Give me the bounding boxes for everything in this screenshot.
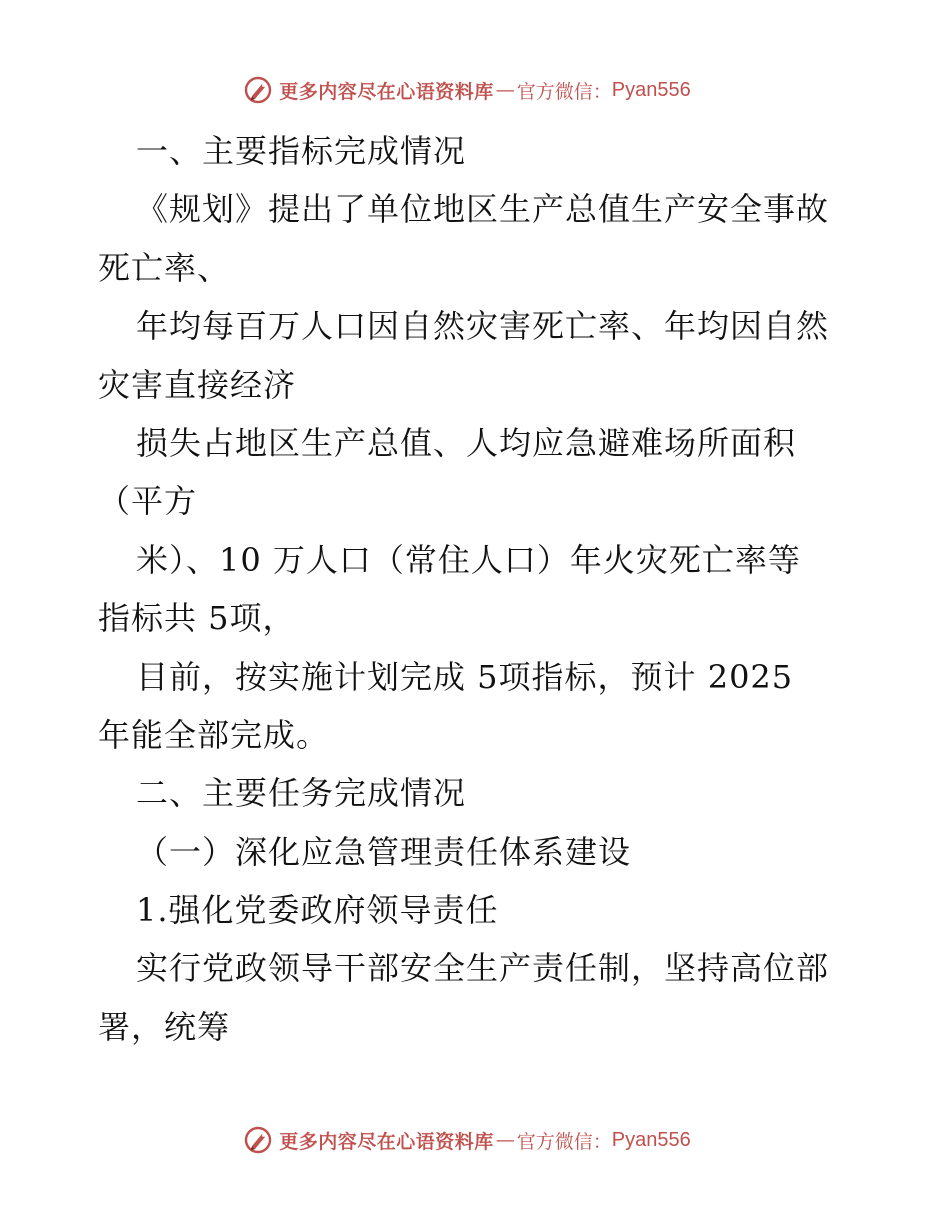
text-line: （平方 [98, 482, 198, 521]
text-line: 损失占地区生产总值、人均应急避难场所面积 [136, 423, 797, 462]
text-line: 年能全部完成。 [98, 715, 330, 754]
watermark-text: 更多内容尽在心语资料库 [279, 80, 494, 103]
text-line: 《规划》提出了单位地区生产总值生产安全事故 [136, 190, 830, 229]
text-line: 一、主要指标完成情况 [136, 132, 467, 170]
text-line: 二、主要任务完成情况 [136, 774, 467, 813]
pen-logo-icon [243, 75, 273, 105]
footer-watermark [0, 1122, 950, 1158]
text-line: 实行党政领导干部安全生产责任制，坚持高位部 [136, 949, 830, 988]
text-line: 米）、10 万人口（常住人口）年火灾死亡率等 [136, 540, 801, 579]
text-line: 灾害直接经济 [98, 365, 297, 404]
text-line: 署，统筹 [98, 1007, 231, 1046]
text-line: 死亡率、 [98, 248, 231, 287]
watermark-label: 官方微信： [516, 80, 612, 103]
text-line: 指标共 5项， [98, 599, 296, 638]
text-line: 目前，按实施计划完成 5项指标，预计 2025 [136, 657, 794, 696]
watermark-id: Pyan556 [611, 78, 691, 101]
watermark-dash: — [495, 79, 515, 101]
header-watermark [0, 72, 950, 108]
pen-logo-icon [243, 1125, 273, 1155]
text-line: 年均每百万人口因自然灾害死亡率、年均因自然 [136, 307, 830, 346]
watermark-text: 更多内容尽在心语资料库 [279, 1130, 494, 1153]
text-line: 1.强化党委政府领导责任 [136, 891, 499, 930]
text-line: （一）深化应急管理责任体系建设 [136, 832, 632, 871]
watermark-id: Pyan556 [611, 1128, 691, 1151]
watermark-dash: — [495, 1129, 515, 1151]
document-body [98, 122, 858, 1056]
watermark-label: 官方微信： [516, 1130, 612, 1153]
